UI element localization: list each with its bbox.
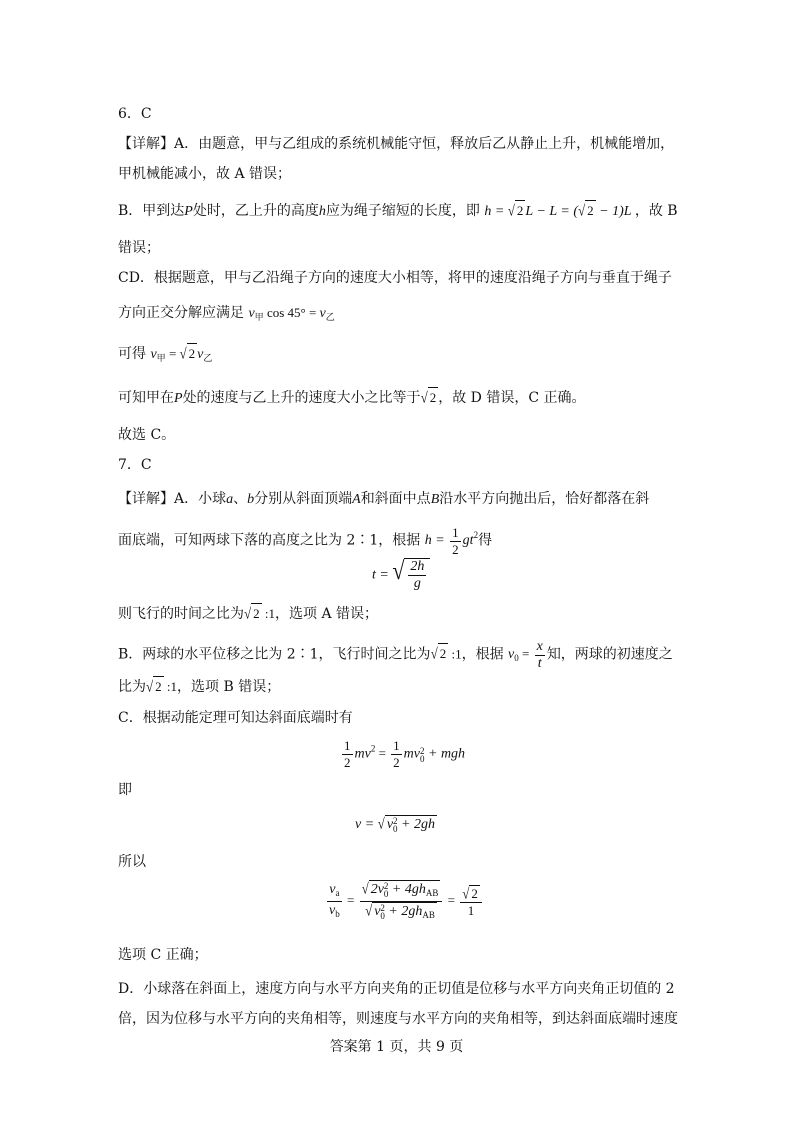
q7-c-conclusion: 选项 C 正确；	[118, 947, 208, 963]
height-equation: h = √ 2 L − L = (√ 2 − 1)L	[484, 201, 632, 220]
q6-conclusion: 故选 C。	[118, 427, 176, 443]
q7-time-ratio-line: 则飞行的时间之比为√ 2 :1，选项 A 错误；	[118, 604, 379, 623]
q6-explanation-a-line1: 【详解】A．由题意，甲与乙组成的系统机械能守恒，释放后乙从静止上升，机械能增加，	[118, 136, 675, 152]
q7-explanation-b-line1: B．两球的水平位移之比为 2∶1，飞行时间之比为√ 2 :1，根据 $v_0$ = $\frac{x}{t}$ 知，两球的初速度之	[118, 639, 673, 671]
q7-suoyi-label: 所以	[118, 854, 146, 870]
q7-explanation-b-line2: 比为√ 2 :1，选项 B 错误；	[118, 677, 281, 696]
q6-explanation-cd-line2: 方向正交分解应满足 $v_甲$ $\cos 45^\circ = v_乙$	[118, 305, 335, 322]
q6-explanation-b-line1: B．甲到达P处时，乙上升的高度h应为绳子缩短的长度，即 h = √ 2 L − L = (√ 2 − 1)L ，故 B	[118, 201, 678, 220]
question-7-answer: 7．C	[118, 457, 152, 473]
velocity-ratio-fraction: $\frac{v_a}{v_b}$ = √ 2v 2 0 + $4gh_{AB}$ √ v 2 0 + $2gh_{AB}$ = $\frac{√ 2}{1}$	[325, 880, 484, 923]
time-equation: t = √ $\frac{2h}{g}$	[372, 558, 430, 592]
q7-ji-label: 即	[118, 782, 132, 798]
final-velocity-equation: v = √ v 2 0 + 2gh	[355, 814, 435, 835]
q6-explanation-cd-line3: 可得 $v_甲$ = √ 2 $v_乙$	[118, 344, 213, 363]
q7-explanation-d-line1: D．小球落在斜面上，速度方向与水平方向夹角的正切值是位移与水平方向夹角正切值的 2	[118, 981, 675, 997]
q6-explanation-a-line2: 甲机械能减小，故 A 错误；	[118, 166, 292, 182]
q6-explanation-cd-line1: CD．根据题意，甲与乙沿绳子方向的速度大小相等，将甲的速度沿绳子方向与垂直于绳子	[118, 270, 672, 286]
velocity-ratio-equation: $v_甲$ = √ 2 $v_乙$	[150, 344, 213, 363]
q6-explanation-b-line2: 错误；	[118, 240, 160, 256]
page-footer: 答案第 1 页，共 9 页	[329, 1039, 464, 1055]
kinetic-energy-equation: $\frac{1}{2}$ $mv^2$ = $\frac{1}{2}$ mv 2 0 + mgh	[344, 738, 466, 770]
q7-explanation-a-line2: 面底端，可知两球下落的高度之比为 2∶1，根据 h = $\frac{1}{2}$ $gt^2$得	[118, 525, 493, 557]
q6-explanation-cd-line4: 可知甲在P处的速度与乙上升的速度大小之比等于√ 2 ，故 D 错误，C 正确。	[118, 388, 586, 407]
fall-height-equation: h = $\frac{1}{2}$ $gt^2$	[424, 525, 479, 557]
q7-explanation-a-line1: 【详解】A．小球a、b分别从斜面顶端A和斜面中点B沿水平方向抛出后，恰好都落在斜	[118, 491, 650, 507]
velocity-formula: $v_0$ = $\frac{x}{t}$	[508, 639, 543, 671]
q7-explanation-c-line1: C．根据动能定理可知达斜面底端时有	[118, 710, 353, 726]
q7-explanation-d-line2: 倍，因为位移与水平方向的夹角相等，则速度与水平方向的夹角相等，到达斜面底端时速度	[118, 1011, 678, 1027]
velocity-decomposition-equation: $v_甲$ $\cos 45^\circ = v_乙$	[248, 305, 335, 322]
question-6-answer: 6．C	[118, 106, 152, 122]
